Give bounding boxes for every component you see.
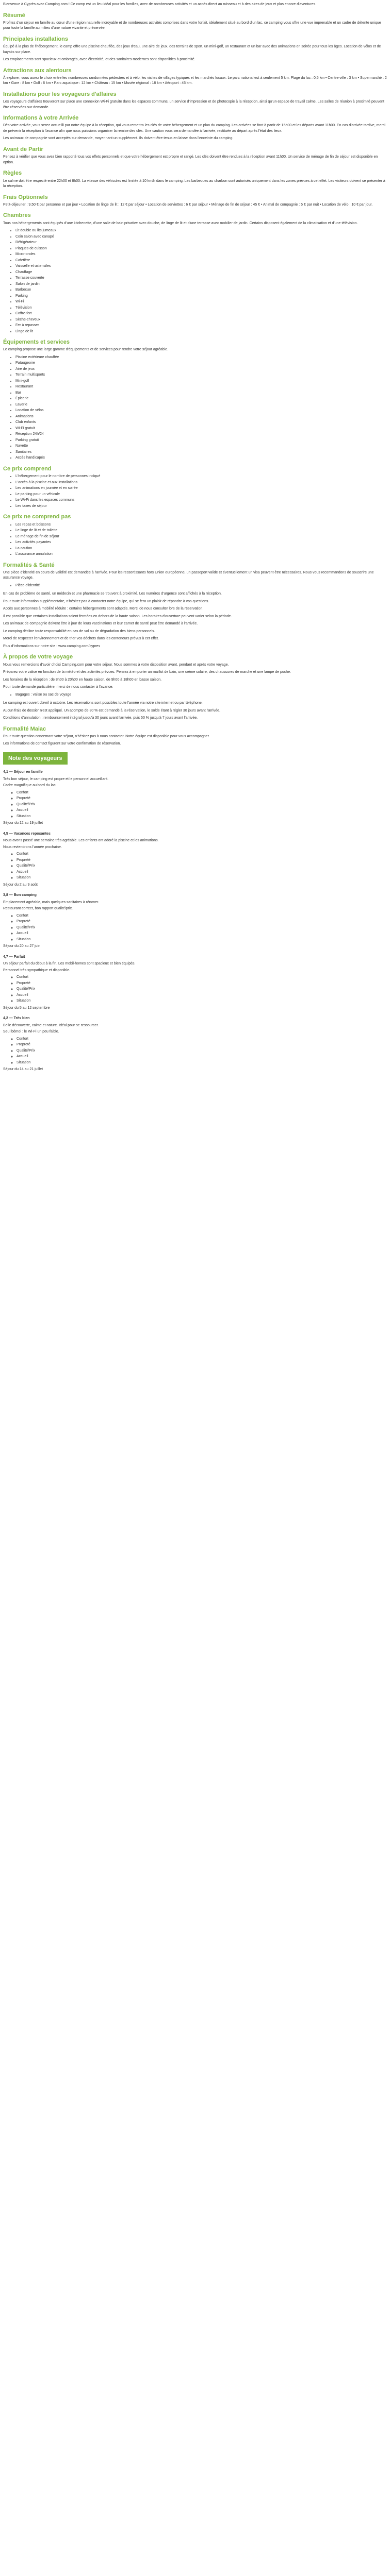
review-rating: 4,2	[3, 1016, 8, 1021]
review-criterion: ◦ Confort	[17, 790, 388, 796]
review-rating: 4,1	[3, 770, 8, 774]
review-date: Séjour du 2 au 9 août	[3, 883, 38, 887]
list-item: • Chauffage	[15, 270, 388, 276]
section-paragraph: Les informations de contact figurent sur votre confirmation de réservation.	[3, 742, 121, 746]
section	[3, 146, 388, 165]
review-criterion: ◦ Qualité/Prix	[17, 925, 388, 931]
intro-text: Bienvenue à Cyprès avec Camping.com ! Ce camp est un lieu idéal pour les familles, avec de nombreuses activités et un accès direct au ruisseau et à des aires de jeux et plus encore d'aventures.	[3, 3, 317, 6]
section	[3, 67, 388, 87]
section-paragraph: Pensez à vérifier que vous avez bien rapporté tous vos effets personnels et que votre hébergement est propre et rangé. Les clés doivent être rendues à la réception avant 11h00. Un service de ménage de fin de séjour est disponible en option.	[3, 155, 378, 164]
review-criterion: ◦ Propreté	[17, 1042, 388, 1048]
section-paragraph: Les animaux de compagnie sont acceptés sur demande, moyennant un supplément. Ils doivent être tenus en laisse dans l'enceinte du camping.	[3, 137, 234, 141]
section-paragraph: Merci de respecter l'environnement et de trier vos déchets dans les conteneurs prévus à cet effet.	[3, 637, 159, 641]
list-item: • Wi-Fi gratuit	[15, 426, 388, 432]
list-item: • Pièce d'identité	[15, 583, 388, 589]
section-list	[3, 474, 388, 509]
section-paragraph: En cas de problème de santé, un médecin et une pharmacie se trouvent à proximité. Les numéros d'urgence sont affichés à la réception.	[3, 592, 222, 596]
section-title: Ce prix comprend	[3, 465, 52, 472]
section-title: Frais Optionnels	[3, 194, 48, 200]
review-title: Séjour en famille	[13, 770, 43, 774]
review-text: Restaurant correct, bon rapport qualité/prix.	[3, 907, 73, 911]
section-title: Équipements et services	[3, 339, 70, 346]
list-item: • Le linge de lit et de toilette	[15, 528, 388, 534]
review-date: Séjour du 12 au 19 juillet	[3, 821, 43, 825]
section-list	[3, 692, 388, 698]
section-title: Attractions aux alentours	[3, 67, 72, 74]
review-criterion: ◦ Propreté	[17, 796, 388, 802]
section-paragraph: Les horaires de la réception : de 8h00 à 20h00 en haute saison, de 9h00 à 18h00 en basse saison.	[3, 677, 162, 682]
review-criteria-list	[3, 1037, 388, 1066]
list-item: • Les animations en journée et en soirée	[15, 486, 388, 492]
section	[3, 36, 388, 63]
review-separator: —	[8, 1016, 14, 1021]
review-criterion: ◦ Situation	[17, 814, 388, 820]
section-paragraph: Nous vous remercions d'avoir choisi Camping.com pour votre séjour. Nous sommes à votre disposition avant, pendant et après votre voyage.	[3, 663, 229, 667]
review-criterion: ◦ Qualité/Prix	[17, 987, 388, 992]
review-criterion: ◦ Confort	[17, 852, 388, 857]
review-criterion: ◦ Propreté	[17, 919, 388, 925]
section	[3, 725, 388, 747]
section-title: Formalité Maiac	[3, 725, 46, 732]
section	[3, 465, 388, 509]
review-criterion: ◦ Situation	[17, 998, 388, 1004]
review-criterion: ◦ Situation	[17, 1060, 388, 1066]
section-paragraph: À explorer, vous aurez le choix entre les nombreuses randonnées pédestres et à vélo, les visites de villages typiques et les marchés locaux. Le parc national est à seulement 5 km. Plage du lac : 0,5 km • Centre-ville : 3 km • Supermarché : 2 km • Gare : 8 km • Golf : 6 km • Parc aquatique : 12 km • Château : 15 km • Musée régional : 18 km • Aéroport : 45 km.	[3, 76, 387, 86]
section-title: Résumé	[3, 12, 25, 19]
section-title: Règles	[3, 170, 22, 177]
section-paragraph: Le camping propose une large gamme d'équipements et de services pour rendre votre séjour agréable.	[3, 348, 169, 352]
list-item: • Coffre-fort	[15, 311, 388, 317]
section-paragraph: Conditions d'annulation : remboursement intégral jusqu'à 30 jours avant l'arrivée, puis 50 % jusqu'à 7 jours avant l'arrivée.	[3, 716, 198, 720]
section	[3, 653, 388, 721]
review-text: Belle découverte, calme et nature. Idéal pour se ressourcer.	[3, 1023, 99, 1027]
review-separator: —	[8, 832, 14, 836]
list-item: • Wi-Fi	[15, 299, 388, 305]
review-text: Très bon séjour, le camping est propre et le personnel accueillant.	[3, 777, 109, 781]
section	[3, 338, 388, 461]
review-criterion: ◦ Confort	[17, 975, 388, 980]
section-title: Formalités & Santé	[3, 562, 55, 568]
section-paragraph: Les animaux de compagnie doivent être à jour de leurs vaccinations et leur carnet de santé peut être demandé à l'arrivée.	[3, 622, 198, 626]
section-paragraph: Une pièce d'identité en cours de validité est demandée à l'arrivée. Pour les ressortissants hors Union européenne, un passeport valide et éventuellement un visa peuvent être nécessaires. Nous vous recommandons de souscrire une assurance voyage.	[3, 570, 374, 580]
section-paragraph: Plus d'informations sur notre site : www.camping.com/cypres	[3, 644, 101, 648]
section-list	[3, 522, 388, 557]
list-item: • Les repas et boissons	[15, 522, 388, 528]
list-item: • Vaisselle et ustensiles	[15, 264, 388, 269]
section-paragraph: Le camping est ouvert d'avril à octobre. Les réservations sont possibles toute l'année via notre site internet ou par téléphone.	[3, 701, 203, 705]
review-card	[3, 832, 388, 888]
section	[3, 91, 388, 110]
section-paragraph: Accès aux personnes à mobilité réduite : certains hébergements sont adaptés. Merci de nous consulter lors de la réservation.	[3, 607, 204, 611]
section-list	[3, 583, 388, 589]
list-item: • Salon de jardin	[15, 282, 388, 287]
list-item: • Bar	[15, 391, 388, 396]
review-text: Personnel très sympathique et disponible.	[3, 968, 70, 972]
review-text: Nous avons passé une semaine très agréable. Les enfants ont adoré la piscine et les animations.	[3, 839, 159, 843]
review-card	[3, 1016, 388, 1073]
review-text: Cadre magnifique au bord du lac.	[3, 784, 57, 788]
list-item: • Terrasse couverte	[15, 276, 388, 281]
section-paragraph: Tous nos hébergements sont équipés d'une kitchenette, d'une salle de bain privative avec douche, de linge de lit et d'une terrasse avec mobilier de jardin. Certains disposent également de la climatisation et d'une télévision.	[3, 221, 358, 225]
review-title: Vacances reposantes	[13, 832, 51, 836]
review-text: Emplacement agréable, mais quelques sanitaires à rénover.	[3, 900, 99, 904]
review-rating: 4,7	[3, 955, 8, 959]
section	[3, 194, 388, 208]
section	[3, 12, 388, 31]
section-title: Installations pour les voyageurs d'affaires	[3, 91, 117, 97]
section-paragraph: Il est possible que certaines installations soient fermées en dehors de la haute saison. Les horaires d'ouverture peuvent varier selon la période.	[3, 614, 232, 618]
list-item: • Le parking pour un véhicule	[15, 492, 388, 498]
review-date: Séjour du 14 au 21 juillet	[3, 1067, 43, 1072]
notes-button[interactable]: Note des voyageurs	[3, 752, 68, 765]
review-criterion: ◦ Accueil	[17, 931, 388, 937]
list-item: • Fer à repasser	[15, 323, 388, 329]
review-text: Seul bémol : le Wi-Fi un peu faible.	[3, 1030, 59, 1034]
review-header	[3, 955, 388, 960]
review-criterion: ◦ Accueil	[17, 870, 388, 875]
section-paragraph: Les emplacements sont spacieux et ombragés, avec électricité, et des sanitaires modernes sont disponibles à proximité.	[3, 58, 196, 62]
section-title: Principales installations	[3, 36, 68, 42]
section-paragraph: Dès votre arrivée, vous serez accueilli par notre équipe à la réception, qui vous remettra les clés de votre hébergement et un plan du camping. Les arrivées se font à partir de 15h00 et les départs avant 11h00. En cas d'arrivée tardive, merci de prévenir la réception à l'avance afin que nous puissions organiser la remise des clés. Une caution vous sera demandée à l'arrivée, restituée au départ après l'état des lieux.	[3, 124, 385, 133]
list-item: • Accès handicapés	[15, 455, 388, 461]
review-criterion: ◦ Qualité/Prix	[17, 802, 388, 808]
review-separator: —	[8, 893, 14, 897]
review-header	[3, 893, 388, 899]
list-item: • Restaurant	[15, 384, 388, 390]
list-item: • Mini-golf	[15, 379, 388, 384]
review-criterion: ◦ Confort	[17, 1037, 388, 1042]
list-item: • Parking	[15, 294, 388, 299]
list-item: • Lit double ou lits jumeaux	[15, 228, 388, 234]
section-paragraph: Le camping décline toute responsabilité en cas de vol ou de dégradation des biens personnels.	[3, 629, 155, 633]
review-separator: —	[8, 955, 14, 959]
section-title: Avant de Partir	[3, 146, 43, 152]
section-paragraph: Aucun frais de dossier n'est appliqué. Un acompte de 30 % est demandé à la réservation, le solde étant à régler 30 jours avant l'arrivée.	[3, 708, 220, 713]
review-criteria-list	[3, 852, 388, 881]
list-item: • Cafetière	[15, 258, 388, 264]
section-list	[3, 228, 388, 334]
section	[3, 114, 388, 142]
list-item: • Les activités payantes	[15, 540, 388, 546]
review-criterion: ◦ Propreté	[17, 981, 388, 987]
list-item: • Sèche-cheveux	[15, 317, 388, 323]
review-criteria-list	[3, 975, 388, 1004]
list-item: • Navette	[15, 444, 388, 449]
review-criterion: ◦ Accueil	[17, 993, 388, 998]
section	[3, 562, 388, 650]
list-item: • Aire de jeux	[15, 367, 388, 372]
section-title: À propos de votre voyage	[3, 654, 73, 660]
review-criterion: ◦ Situation	[17, 875, 388, 881]
list-item: • L'assurance annulation	[15, 552, 388, 557]
sections-container	[3, 12, 388, 747]
section-list	[3, 355, 388, 461]
page	[0, 0, 391, 1093]
review-title: Très bien	[13, 1016, 30, 1021]
review-header	[3, 1016, 388, 1022]
list-item: • Le Wi-Fi dans les espaces communs	[15, 498, 388, 503]
list-item: • Linge de lit	[15, 329, 388, 335]
section	[3, 212, 388, 334]
list-item: • Bagages : valise ou sac de voyage	[15, 692, 388, 698]
section-paragraph: Petit-déjeuner : 9,50 € par personne et par jour • Location de linge de lit : 12 € par séjour • Location de serviettes : 6 € par séjour • Ménage de fin de séjour : 45 € • Animal de compagnie : 5 € par nuit • Location de vélo : 10 € par jour.	[3, 202, 373, 207]
list-item: • Sanitaires	[15, 450, 388, 455]
section-paragraph: Les voyageurs d'affaires trouveront sur place une connexion Wi-Fi gratuite dans les espaces communs, un service d'impression et de photocopie à la réception, ainsi qu'un espace de travail calme. Les salles de réunion à proximité peuvent être réservées sur demande.	[3, 100, 384, 109]
list-item: • Le ménage de fin de séjour	[15, 534, 388, 540]
list-item: • Épicerie	[15, 396, 388, 402]
section-title: Chambres	[3, 212, 31, 219]
list-item: • L'accès à la piscine et aux installations	[15, 480, 388, 486]
review-criterion: ◦ Accueil	[17, 808, 388, 814]
section-paragraph: Pour toute information supplémentaire, n'hésitez pas à contacter notre équipe, qui se fera un plaisir de répondre à vos questions.	[3, 599, 209, 603]
list-item: • Télévision	[15, 306, 388, 311]
section-paragraph: Préparez votre valise en fonction de la météo et des activités prévues. Pensez à emporter un maillot de bain, une crème solaire, des chaussures de marche et une lampe de poche.	[3, 670, 291, 674]
list-item: • Piscine extérieure chauffée	[15, 355, 388, 361]
review-text: Nous reviendrons l'année prochaine.	[3, 845, 62, 849]
list-item: • L'hébergement pour le nombre de personnes indiqué	[15, 474, 388, 480]
list-item: • Plaques de cuisson	[15, 246, 388, 252]
section-paragraph: Le calme doit être respecté entre 22h00 et 8h00. La vitesse des véhicules est limitée à 10 km/h dans le camping. Les barbecues au charbon sont autorisés uniquement dans les zones prévues à cet effet. Les visiteurs doivent se présenter à la réception.	[3, 179, 385, 189]
list-item: • Animations	[15, 414, 388, 420]
section	[3, 513, 388, 557]
list-item: • Réception 24h/24	[15, 432, 388, 437]
review-criterion: ◦ Situation	[17, 937, 388, 943]
list-item: • Parking gratuit	[15, 438, 388, 444]
review-title: Parfait	[13, 955, 25, 959]
review-criteria-list	[3, 790, 388, 820]
review-criterion: ◦ Accueil	[17, 1054, 388, 1060]
section-title: Ce prix ne comprend pas	[3, 514, 71, 520]
review-criterion: ◦ Propreté	[17, 858, 388, 863]
review-criterion: ◦ Qualité/Prix	[17, 863, 388, 869]
review-rating: 3,8	[3, 893, 8, 897]
list-item: • Club enfants	[15, 420, 388, 426]
list-item: • Location de vélos	[15, 408, 388, 414]
review-criterion: ◦ Qualité/Prix	[17, 1048, 388, 1054]
review-date: Séjour du 5 au 12 septembre	[3, 1006, 50, 1010]
list-item: • Pataugeoire	[15, 361, 388, 366]
list-item: • La caution	[15, 546, 388, 552]
section-paragraph: Équipé à la plus de l'hébergement, le camp offre une piscine chauffée, des jeux d'eau, une aire de jeux, des terrains de sport, un mini-golf, un restaurant et un bar avec des animations en soirée pour tous les âges. Location de vélos et de kayaks sur place.	[3, 45, 381, 54]
review-separator: —	[8, 770, 14, 774]
list-item: • Micro-ondes	[15, 252, 388, 258]
list-item: • Les taxes de séjour	[15, 504, 388, 510]
section-paragraph: Pour toute question concernant votre séjour, n'hésitez pas à nous contacter. Notre équipe est disponible pour vous accompagner.	[3, 734, 210, 738]
section-paragraph: Pour toute demande particulière, merci de nous contacter à l'avance.	[3, 685, 113, 689]
review-date: Séjour du 20 au 27 juin	[3, 944, 40, 948]
list-item: • Barbecue	[15, 287, 388, 293]
section-paragraph: Profitez d'un séjour en famille au cœur d'une région naturelle incroyable et de nombreuses activités comprises dans votre forfait, idéalement situé au bord d'un lac, ce camping vous offre une vue imprenable et un cadre de détente unique pour toute la famille au milieu d'une nature vivante et préservée.	[3, 21, 381, 30]
review-criteria-list	[3, 913, 388, 943]
review-header	[3, 832, 388, 837]
list-item: • Terrain multisports	[15, 372, 388, 378]
list-item: • Réfrigérateur	[15, 240, 388, 246]
review-card	[3, 955, 388, 1011]
section-title: Informations à votre Arrivée	[3, 115, 79, 122]
list-item: • Laverie	[15, 402, 388, 408]
review-text: Un séjour parfait du début à la fin. Les mobil-homes sont spacieux et bien équipés.	[3, 962, 136, 966]
reviews-container	[3, 770, 388, 1073]
review-card	[3, 770, 388, 826]
review-criterion: ◦ Confort	[17, 913, 388, 919]
section	[3, 170, 388, 189]
list-item: • Coin salon avec canapé	[15, 234, 388, 240]
review-card	[3, 893, 388, 950]
review-header	[3, 770, 388, 775]
review-title: Bon camping	[13, 893, 37, 897]
review-rating: 4,5	[3, 832, 8, 836]
